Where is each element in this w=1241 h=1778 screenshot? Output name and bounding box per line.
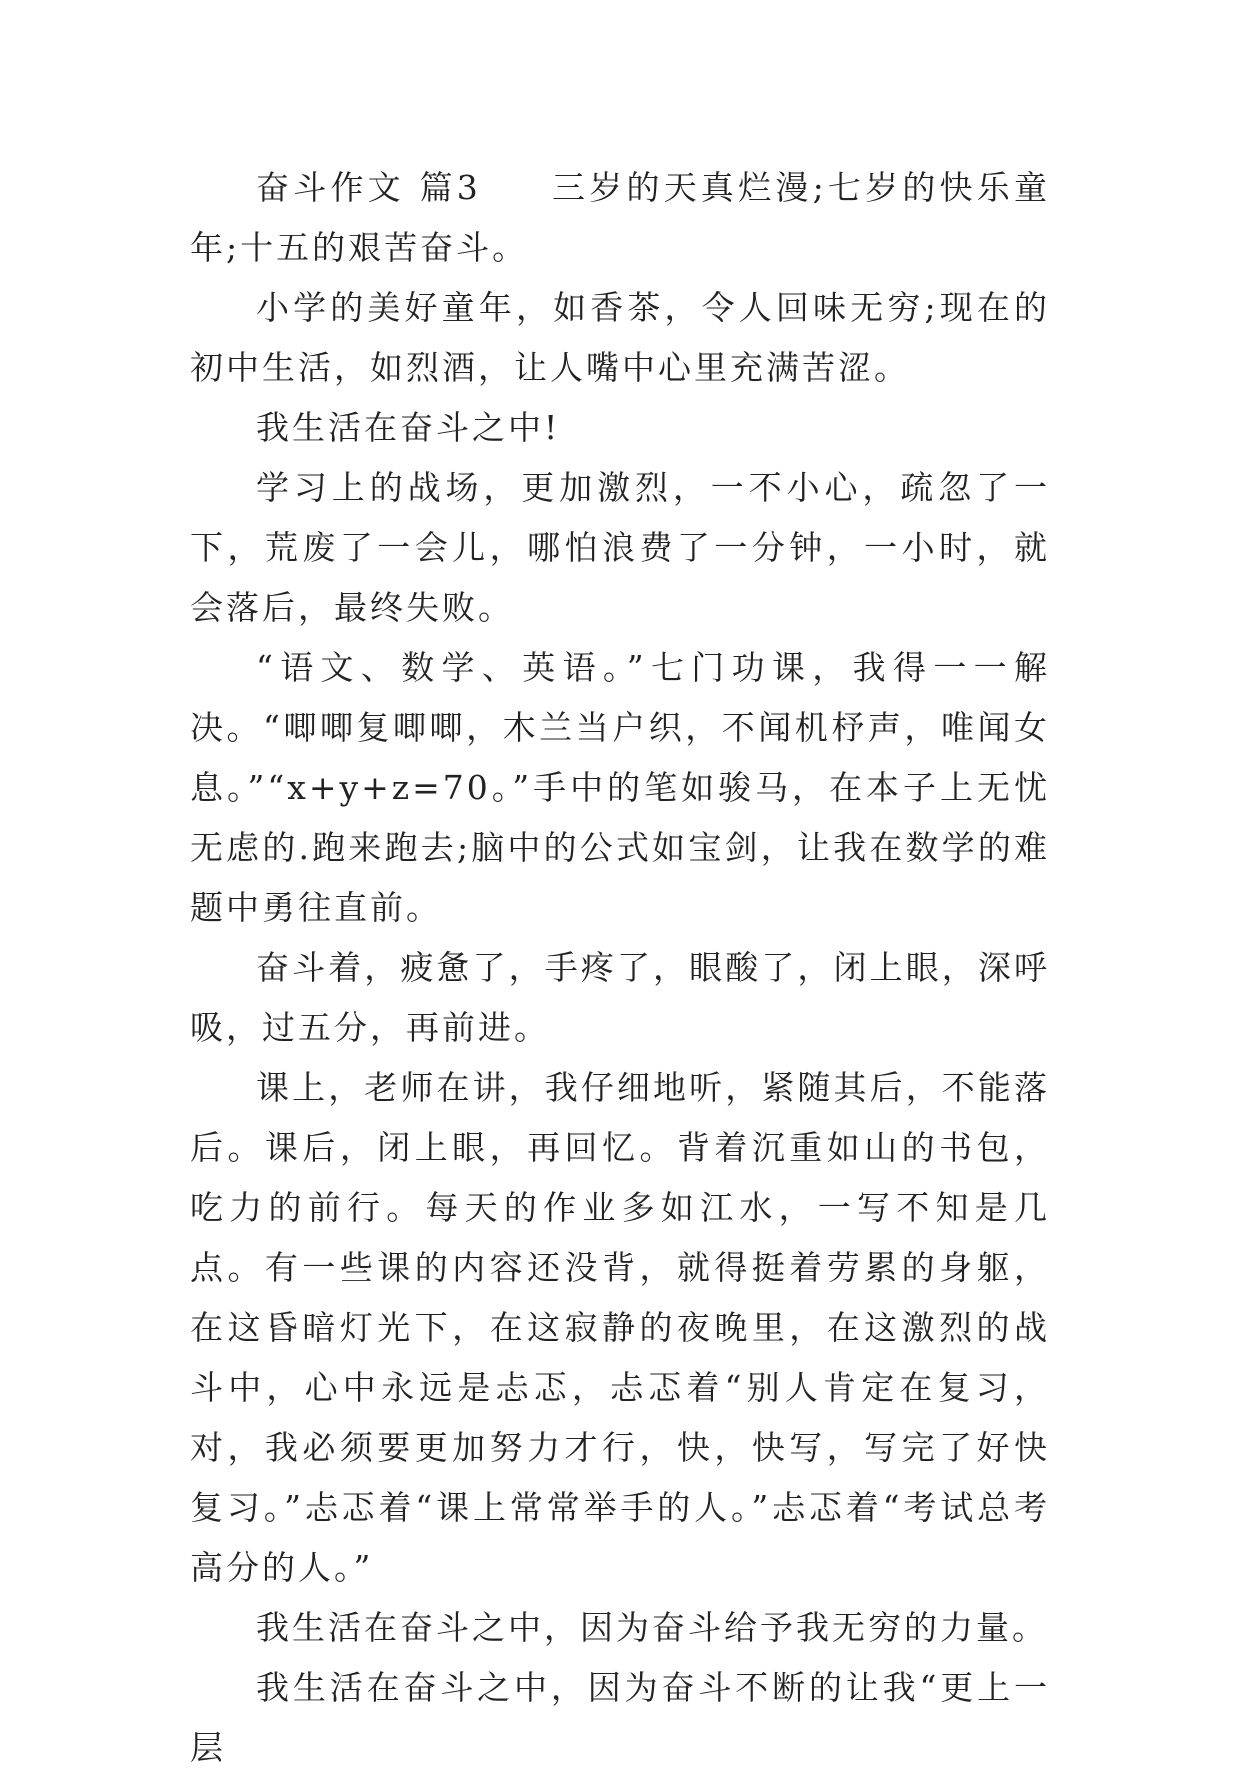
paragraph: 学习上的战场，更加激烈，一不小心，疏忽了一下，荒废了一会儿，哪怕浪费了一分钟，一小时，就会落后，最终失败。 [190, 468, 1050, 627]
paragraph: 我生活在奋斗之中，因为奋斗给予我无穷的力量。 [256, 1608, 1048, 1647]
paragraph: 奋斗着，疲惫了，手疼了，眼酸了，闭上眼，深呼吸，过五分，再前进。 [190, 948, 1050, 1047]
paragraph: 课上，老师在讲，我仔细地听，紧随其后，不能落后。课后，闭上眼，再回忆。背着沉重如山的书包，吃力的前行。每天的作业多如江水，一写不知是几点。有一些课的内容还没背，就得挺着劳累的身躯，在这昏暗灯光下，在这寂静的夜晚里，在这激烈的战斗中，心中永远是忐忑，忐忑着“别人肯定在复习，对，我必须要更加努力才行，快，快写，写完了好快复习。”忐忑着“课上常常举手的人。”忐忑着“考试总考高分的人。” [190, 1068, 1050, 1587]
paragraph: 我生活在奋斗之中! [256, 408, 561, 447]
essay-heading: 奋斗作文 篇3 [256, 168, 481, 207]
document-body [190, 158, 1050, 1778]
paragraph-text: 三岁的天真烂漫;七岁的快乐童年;十五的艰苦奋斗。 [190, 168, 1050, 267]
paragraph: 我生活在奋斗之中，因为奋斗不断的让我“更上一层 [190, 1668, 1050, 1767]
paragraph-intro [190, 158, 1050, 278]
paragraph: 小学的美好童年，如香茶，令人回味无穷;现在的初中生活，如烈酒，让人嘴中心里充满苦涩。 [190, 288, 1050, 387]
paragraph: “语文、数学、英语。”七门功课，我得一一解决。“唧唧复唧唧，木兰当户织，不闻机杼声，唯闻女息。”“x+y+z=70。”手中的笔如骏马，在本子上无忧无虑的.跑来跑去;脑中的公式如宝剑，让我在数学的难题中勇往直前。 [190, 648, 1050, 927]
